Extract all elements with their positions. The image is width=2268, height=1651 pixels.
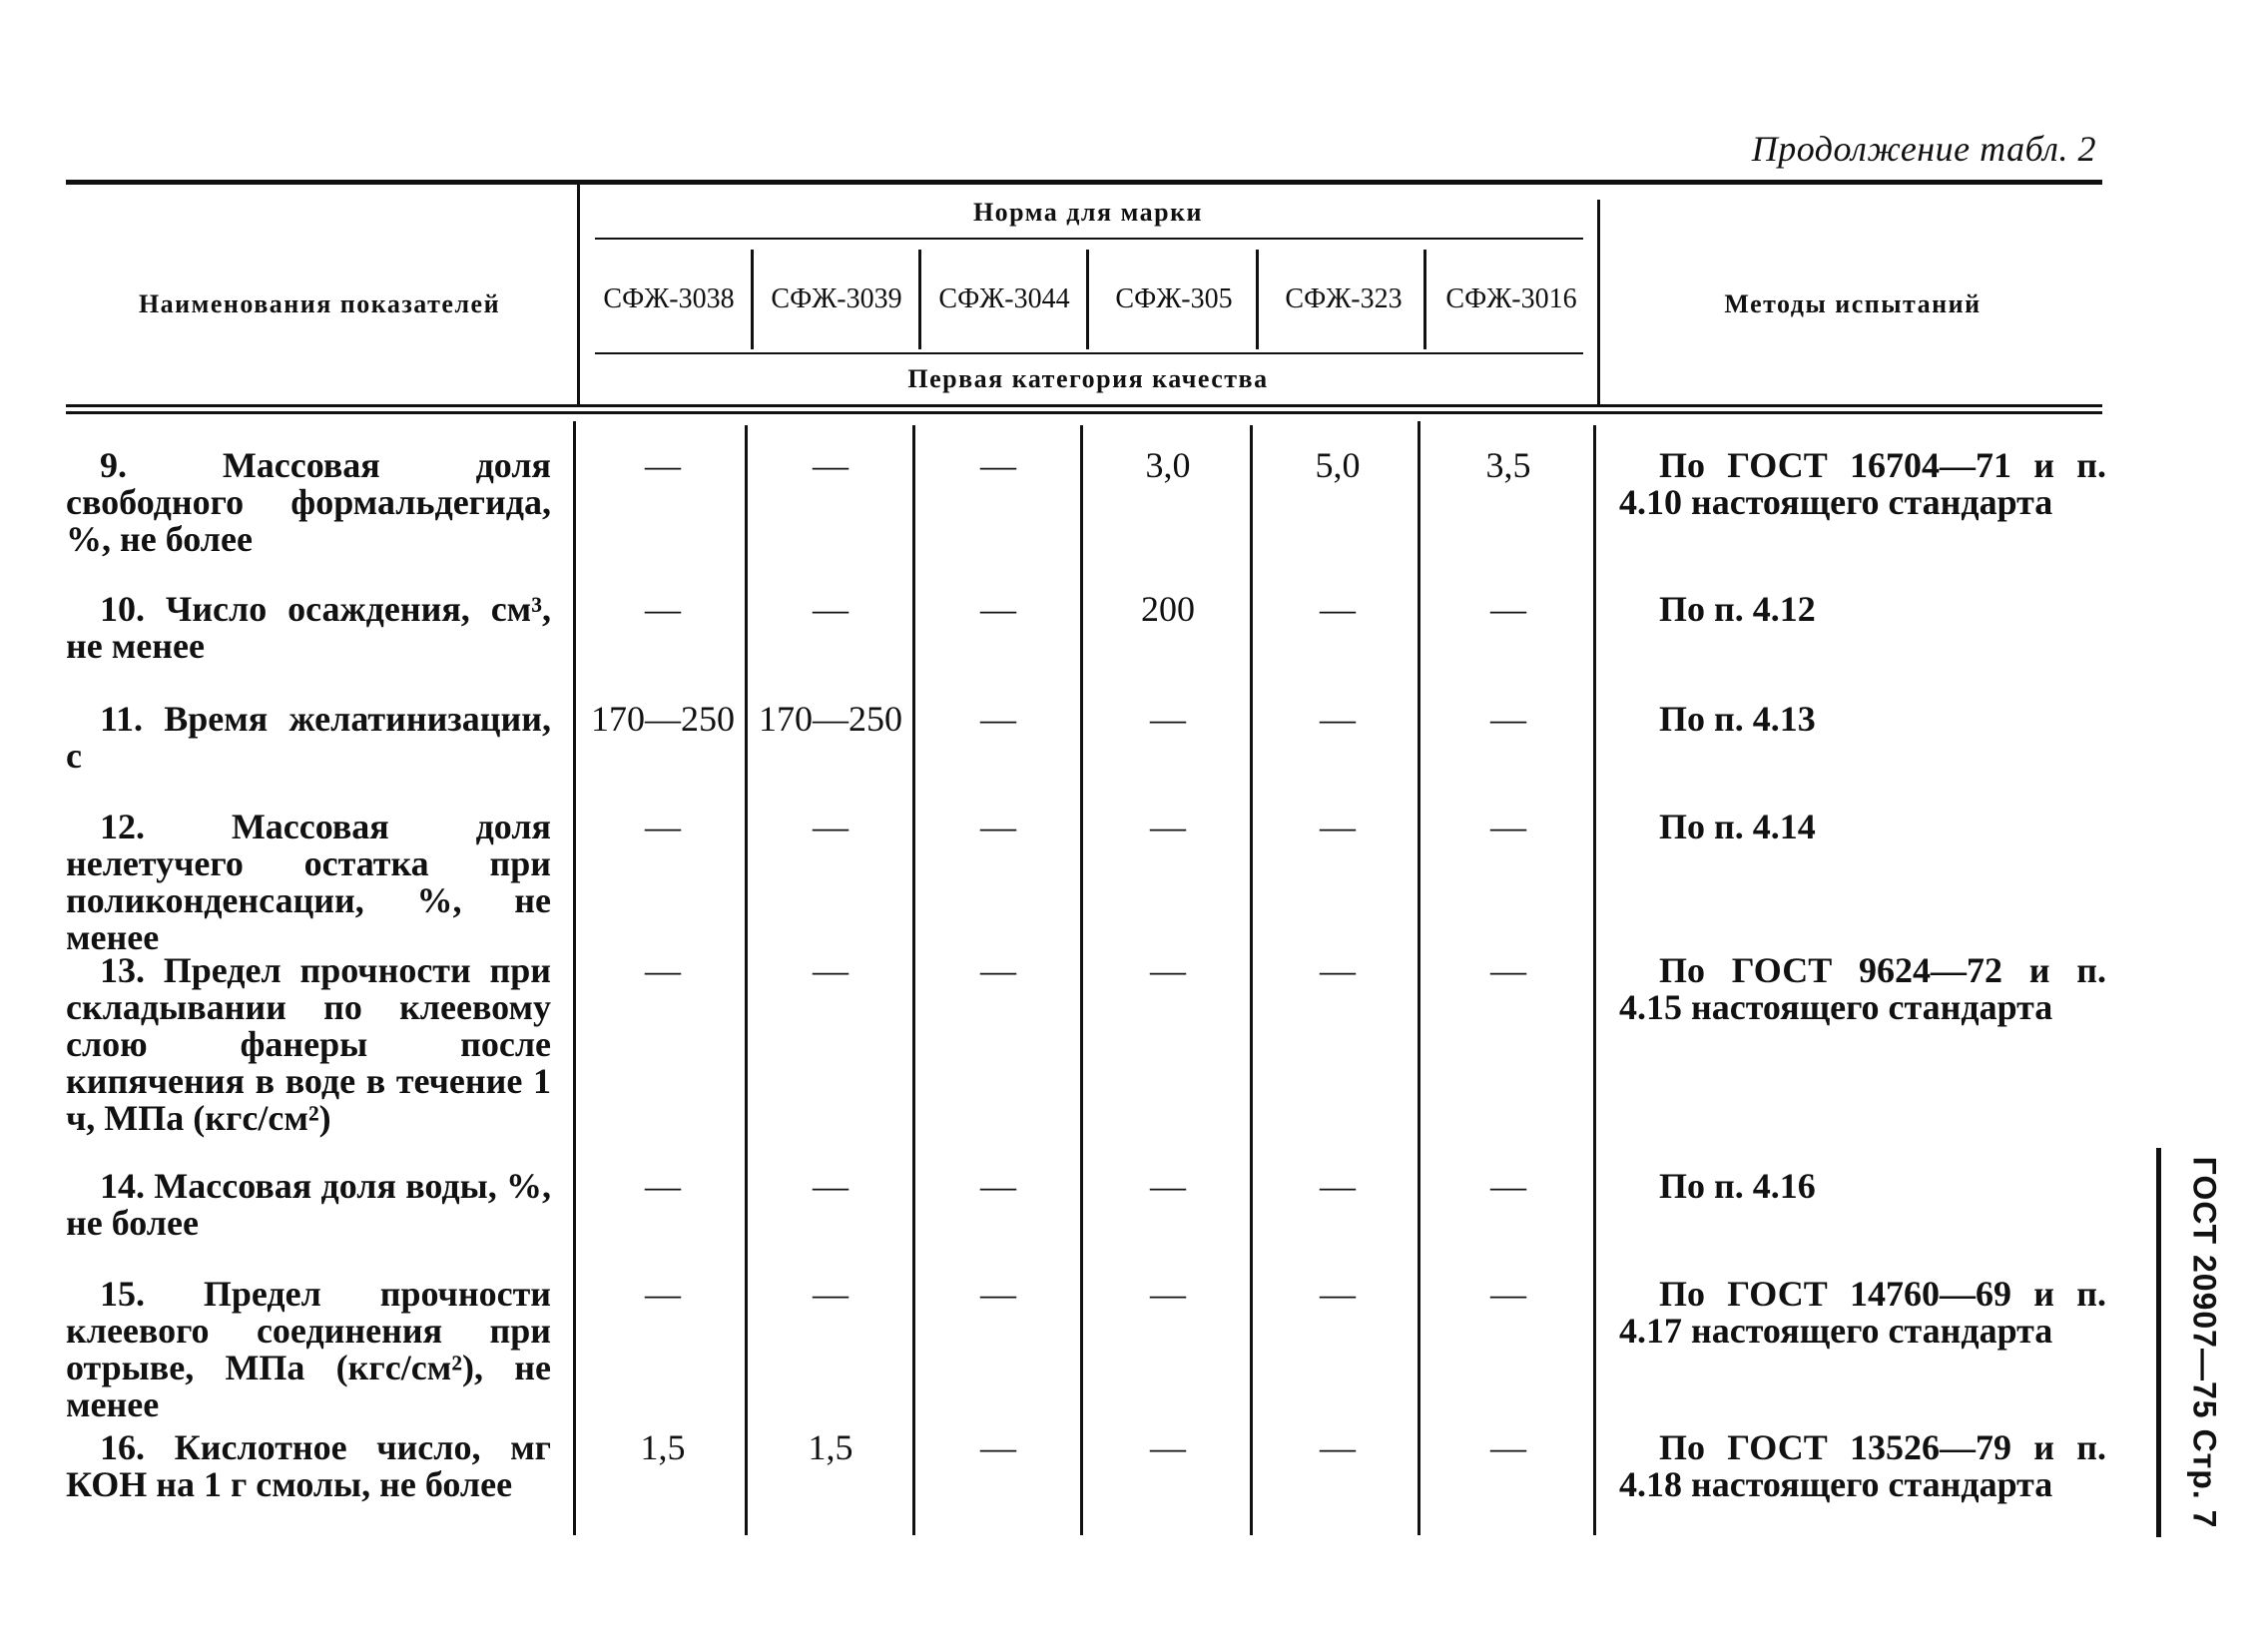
row-value: — xyxy=(980,1427,1016,1467)
row-value: 170—250 xyxy=(591,699,735,739)
row-name: 12. Массовая доля нелетучего остатка при поликонденсации, %, не менее xyxy=(66,807,551,957)
grade-divider-4 xyxy=(1256,250,1259,349)
quality-category-header: Первая категория качества xyxy=(907,364,1269,393)
row-value: — xyxy=(1320,1274,1356,1314)
grade-divider-1 xyxy=(751,250,754,349)
row-value: — xyxy=(645,950,681,990)
row-value: — xyxy=(813,1274,849,1314)
row-value: — xyxy=(813,807,849,846)
row-method: По ГОСТ 9624—72 и п. 4.15 настоящего стандарта xyxy=(1619,950,2106,1027)
row-value: — xyxy=(813,1166,849,1206)
grade-divider-5 xyxy=(1423,250,1426,349)
row-name: 13. Предел прочности при складывании по клеевому слою фанеры после кипячения в воде в течение 1 ч, МПа (кгс/см²) xyxy=(66,950,551,1138)
row-value: — xyxy=(1490,1166,1526,1206)
row-name: 9. Массовая доля свободного формальдегида, %, не более xyxy=(66,445,551,559)
header-divider-right xyxy=(1597,200,1600,404)
row-value: — xyxy=(980,1274,1016,1314)
row-value: — xyxy=(1320,699,1356,739)
row-value: — xyxy=(980,589,1016,629)
table-continuation-caption: Продолжение табл. 2 xyxy=(1751,129,2096,169)
row-value: — xyxy=(1490,1427,1526,1467)
row-value: 3,5 xyxy=(1485,445,1531,485)
row-value: — xyxy=(980,445,1016,485)
row-value: — xyxy=(1150,1166,1186,1206)
row-value: — xyxy=(645,807,681,846)
grade-divider-2 xyxy=(918,250,921,349)
grade-divider-3 xyxy=(1086,250,1089,349)
row-value: — xyxy=(1320,1166,1356,1206)
row-name: 11. Время желатинизации, с xyxy=(66,699,551,776)
row-method: По п. 4.16 xyxy=(1659,1166,1816,1206)
row-value: — xyxy=(980,807,1016,846)
row-method: По п. 4.13 xyxy=(1659,699,1816,739)
row-value: — xyxy=(1490,1274,1526,1314)
row-value: 5,0 xyxy=(1315,445,1361,485)
body-divider-2 xyxy=(912,425,915,1535)
body-divider-6 xyxy=(1593,425,1596,1535)
row-name: 10. Число осаждения, см³, не менее xyxy=(66,589,551,666)
side-running-header: ГОСТ 20907—75 Стр. 7 xyxy=(2186,1156,2223,1529)
row-value: — xyxy=(1150,950,1186,990)
header-divider-left xyxy=(577,185,580,404)
body-divider-1 xyxy=(745,425,748,1535)
row-value: — xyxy=(645,445,681,485)
row-method: По ГОСТ 14760—69 и п. 4.17 настоящего стандарта xyxy=(1619,1274,2106,1351)
row-value: 170—250 xyxy=(759,699,902,739)
row-value: — xyxy=(1490,589,1526,629)
row-value: — xyxy=(1490,699,1526,739)
grade-header-3016: СФЖ-3016 xyxy=(1445,283,1577,314)
side-tag-rule xyxy=(2156,1148,2161,1537)
column-header-methods: Методы испытаний xyxy=(1724,289,1982,318)
row-value: — xyxy=(1320,807,1356,846)
grade-header-3038: СФЖ-3038 xyxy=(603,283,735,314)
grade-header-3039: СФЖ-3039 xyxy=(771,283,902,314)
row-value: — xyxy=(813,950,849,990)
row-method: По ГОСТ 13526—79 и п. 4.18 настоящего стандарта xyxy=(1619,1427,2106,1504)
row-value: 3,0 xyxy=(1145,445,1191,485)
row-value: — xyxy=(1320,1427,1356,1467)
row-name: 16. Кислотное число, мг КОН на 1 г смолы, не более xyxy=(66,1427,551,1504)
row-value: — xyxy=(1490,950,1526,990)
row-value: — xyxy=(1150,699,1186,739)
row-value: — xyxy=(645,1274,681,1314)
row-method: По п. 4.14 xyxy=(1659,807,1816,846)
row-value: — xyxy=(1150,1274,1186,1314)
row-value: 200 xyxy=(1141,589,1195,629)
column-header-norm: Норма для марки xyxy=(972,198,1204,227)
row-value: — xyxy=(1150,807,1186,846)
column-header-name: Наименования показателей xyxy=(138,289,501,318)
header-bottom-rule xyxy=(66,404,2102,407)
grade-header-305: СФЖ-305 xyxy=(1115,283,1233,314)
row-value: — xyxy=(980,950,1016,990)
row-value: — xyxy=(1320,589,1356,629)
row-name: 14. Массовая доля воды, %, не более xyxy=(66,1166,551,1243)
row-value: — xyxy=(813,445,849,485)
quality-divider xyxy=(595,352,1583,354)
row-value: — xyxy=(1320,950,1356,990)
body-divider-4 xyxy=(1250,425,1253,1535)
norm-divider xyxy=(595,238,1583,240)
row-value: — xyxy=(645,589,681,629)
row-value: — xyxy=(1150,1427,1186,1467)
grade-header-323: СФЖ-323 xyxy=(1285,283,1403,314)
row-method: По п. 4.12 xyxy=(1659,589,1816,629)
header-bottom-rule-2 xyxy=(66,411,2102,414)
body-divider-0 xyxy=(573,421,576,1535)
row-value: 1,5 xyxy=(640,1427,686,1467)
grade-header-3044: СФЖ-3044 xyxy=(938,283,1070,314)
body-divider-3 xyxy=(1080,425,1083,1535)
row-value: — xyxy=(813,589,849,629)
row-value: 1,5 xyxy=(808,1427,853,1467)
row-method: По ГОСТ 16704—71 и п. 4.10 настоящего стандарта xyxy=(1619,445,2106,522)
row-value: — xyxy=(1490,807,1526,846)
table-top-rule xyxy=(66,180,2102,185)
row-value: — xyxy=(980,1166,1016,1206)
row-value: — xyxy=(980,699,1016,739)
row-name: 15. Предел прочности клеевого соединения при отрыве, МПа (кгс/см²), не менее xyxy=(66,1274,551,1424)
row-value: — xyxy=(645,1166,681,1206)
